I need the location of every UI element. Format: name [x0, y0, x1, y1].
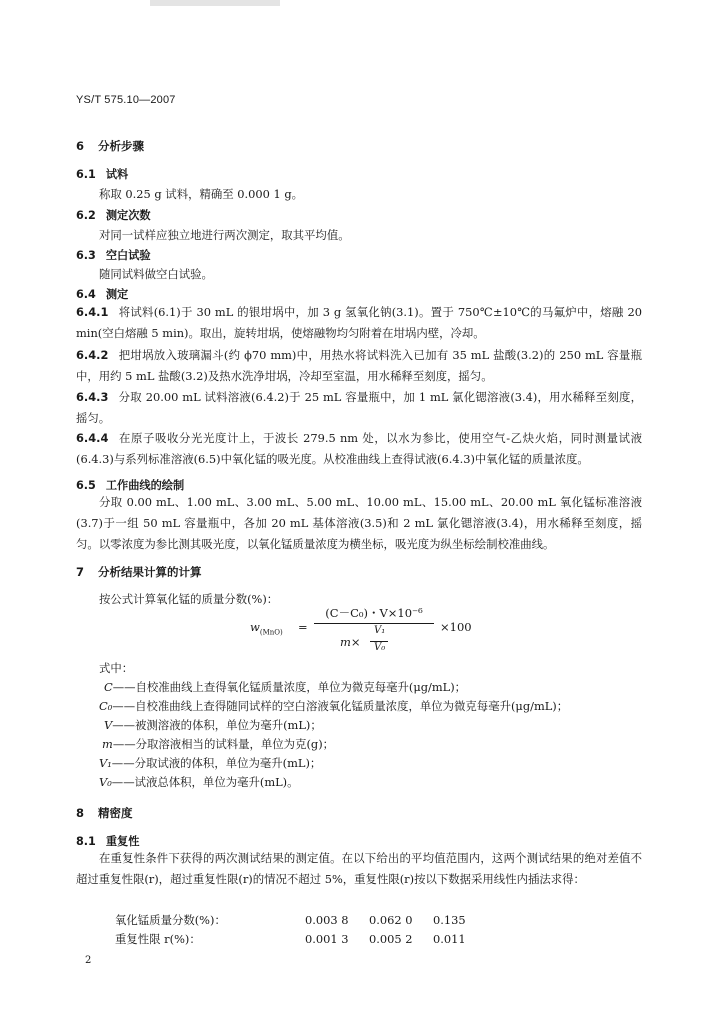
- table-row-mass-fraction: [115, 912, 497, 929]
- subsection-title: 测定次数: [105, 209, 151, 222]
- paragraph-6-4-4: [76, 428, 642, 470]
- standard-code-header: YS/T 575.10—2007: [76, 94, 176, 106]
- formula-denominator: [314, 626, 434, 658]
- table-cell: 0.005 2: [369, 932, 413, 946]
- variable-c0: [99, 698, 568, 715]
- variable-v0: [99, 774, 299, 791]
- paragraph-text: 分取 20.00 mL 试料溶液(6.4.2)于 25 mL 容量瓶中，加 1 mL 氯化锶溶液(3.4)，用水稀释至刻度，摇匀。: [76, 390, 642, 425]
- table-cell: 0.011: [433, 932, 466, 946]
- section-title: 分析步骤: [98, 139, 145, 153]
- subsection-6-4-heading: [76, 286, 128, 303]
- subsection-number: 6.2: [76, 209, 96, 222]
- paragraph-6-4-3: [76, 387, 642, 429]
- section-number: 7: [76, 565, 85, 579]
- variable-symbol: C: [104, 680, 113, 694]
- variable-description: ——自校准曲线上查得随同试样的空白溶液氧化锰质量浓度，单位为微克每毫升(μg/mL)；: [112, 699, 569, 713]
- subsection-6-1-text: 称取 0.25 g 试料，精确至 0.000 1 g。: [99, 187, 304, 201]
- paragraph-text: 在原子吸收分光光度计上，于波长 279.5 nm 处，以水为参比，使用空气-乙炔火焰，同时测量试液(6.4.3)与系列标准溶液(6.5)中氧化锰的吸光度。从校准曲线上查得试液(6.4.3)中氧化锰的质量浓度。: [76, 431, 642, 466]
- variable-symbol: V₁: [99, 756, 112, 770]
- paragraph-number: 6.4.1: [76, 305, 109, 319]
- subsection-number: 8.1: [76, 835, 96, 848]
- denominator-v1: V₁: [374, 625, 386, 636]
- variable-m: [102, 736, 334, 753]
- subsection-8-1-text: 在重复性条件下获得的两次测试结果的测定值。在以下给出的平均值范围内，这两个测试结果的绝对差值不超过重复性限(r)，超过重复性限(r)的情况不超过 5%，重复性限(r)按以下数据采用线性内插法求得：: [76, 851, 642, 886]
- table-cell: 0.062 0: [369, 913, 413, 927]
- denominator-m: m×: [340, 635, 361, 649]
- paragraph-6-4-1: [76, 302, 642, 344]
- section-6-heading: [76, 138, 144, 155]
- variable-c: [104, 679, 466, 696]
- subsection-number: 6.4: [76, 288, 96, 301]
- subsection-title: 空白试验: [105, 249, 151, 262]
- scan-artifact: [150, 0, 280, 6]
- subsection-title: 测定: [105, 288, 129, 301]
- variable-description: ——分取溶液相当的试料量，单位为克(g)；: [112, 737, 335, 751]
- table-cell: 0.003 8: [305, 913, 349, 927]
- subsection-6-2-text: 对同一试样应独立地进行两次测定，取其平均值。: [99, 228, 350, 242]
- subsection-title: 试料: [105, 168, 129, 181]
- subsection-6-5-text: 分取 0.00 mL、1.00 mL、3.00 mL、5.00 mL、10.00 mL、15.00 mL、20.00 mL 氧化锰标准溶液(3.7)于一组 50 mL 容量瓶中，各加 20 mL 基体溶液(3.5)和 2 mL 氯化锶溶液(3.4)，用水稀释至刻度，摇匀。以零浓度为参比测其吸光度，以氧化锰质量浓度为横坐标，吸光度为纵坐标绘制校准曲线。: [76, 495, 642, 551]
- subsection-title: 工作曲线的绘制: [105, 479, 185, 492]
- table-cell: 0.135: [433, 913, 466, 927]
- subsection-number: 6.3: [76, 249, 96, 262]
- variable-description: ——自校准曲线上查得氧化锰质量浓度，单位为微克每毫升(μg/mL)；: [112, 680, 467, 694]
- section-number: 6: [76, 139, 85, 153]
- formula-intro: 按公式计算氧化锰的质量分数(%)：: [99, 592, 279, 606]
- variable-symbol: m: [102, 737, 113, 751]
- subsection-6-3-text: 随同试料做空白试验。: [99, 267, 213, 281]
- formula-equals: =: [298, 620, 308, 634]
- subsection-number: 6.5: [76, 479, 96, 492]
- fraction-bar: [314, 623, 434, 624]
- subsection-6-3-heading: [76, 247, 151, 264]
- subsection-title: 重复性: [105, 835, 140, 848]
- paragraph-text: 将试料(6.1)于 30 mL 的银坩埚中，加 3 g 氢氧化钠(3.1)。置于 750℃±10℃的马氟炉中，熔融 20 min(空白熔融 5 min)。取出，旋转坩埚，使熔融物均匀附着在坩埚内壁，冷却。: [76, 305, 642, 340]
- mass-fraction-formula: [250, 604, 490, 660]
- variable-symbol: C₀: [99, 699, 113, 713]
- section-7-heading: [76, 564, 202, 581]
- table-row-label: 氧化锰质量分数(%)：: [115, 913, 226, 927]
- paragraph-number: 6.4.2: [76, 348, 109, 362]
- paragraph-number: 6.4.3: [76, 390, 109, 404]
- table-row-label: 重复性限 r(%)：: [115, 932, 201, 946]
- subsection-6-2-heading: [76, 207, 151, 224]
- formula-lhs: $w_{(MnO)}$: [250, 620, 283, 637]
- variable-description: ——被测溶液的体积，单位为毫升(mL)；: [112, 718, 322, 732]
- variable-v: [104, 717, 322, 734]
- variable-symbol: V₀: [99, 775, 112, 789]
- variable-description: ——分取试液的体积，单位为毫升(mL)；: [111, 756, 322, 770]
- where-label: 式中：: [99, 661, 134, 675]
- subsection-6-1-heading: [76, 166, 128, 183]
- table-cell: 0.001 3: [305, 932, 349, 946]
- section-title: 精密度: [98, 806, 133, 820]
- formula-fraction: [314, 604, 434, 658]
- section-8-heading: [76, 805, 133, 822]
- table-row-repeatability-limit: [115, 931, 497, 948]
- formula-numerator: (C－C₀)・V×10⁻⁶: [325, 606, 423, 620]
- section-number: 8: [76, 806, 85, 820]
- paragraph-6-4-2: [76, 345, 642, 387]
- denominator-v0: V₀: [374, 642, 386, 653]
- paragraph-number: 6.4.4: [76, 431, 109, 445]
- variable-v1: [99, 755, 321, 772]
- formula-multiplier: ×100: [440, 620, 472, 634]
- variable-symbol: V: [104, 718, 113, 732]
- variable-description: ——试液总体积，单位为毫升(mL)。: [111, 775, 299, 789]
- paragraph-text: 把坩埚放入玻璃漏斗(约 ϕ70 mm)中，用热水将试料洗入已加有 35 mL 盐酸(3.2)的 250 mL 容量瓶中，用约 5 mL 盐酸(3.2)及热水洗净坩埚，冷却至室温，用水稀释至刻度，摇匀。: [76, 348, 642, 383]
- section-title: 分析结果计算的计算: [98, 565, 202, 579]
- subsection-number: 6.1: [76, 168, 96, 181]
- page-number: 2: [85, 955, 92, 966]
